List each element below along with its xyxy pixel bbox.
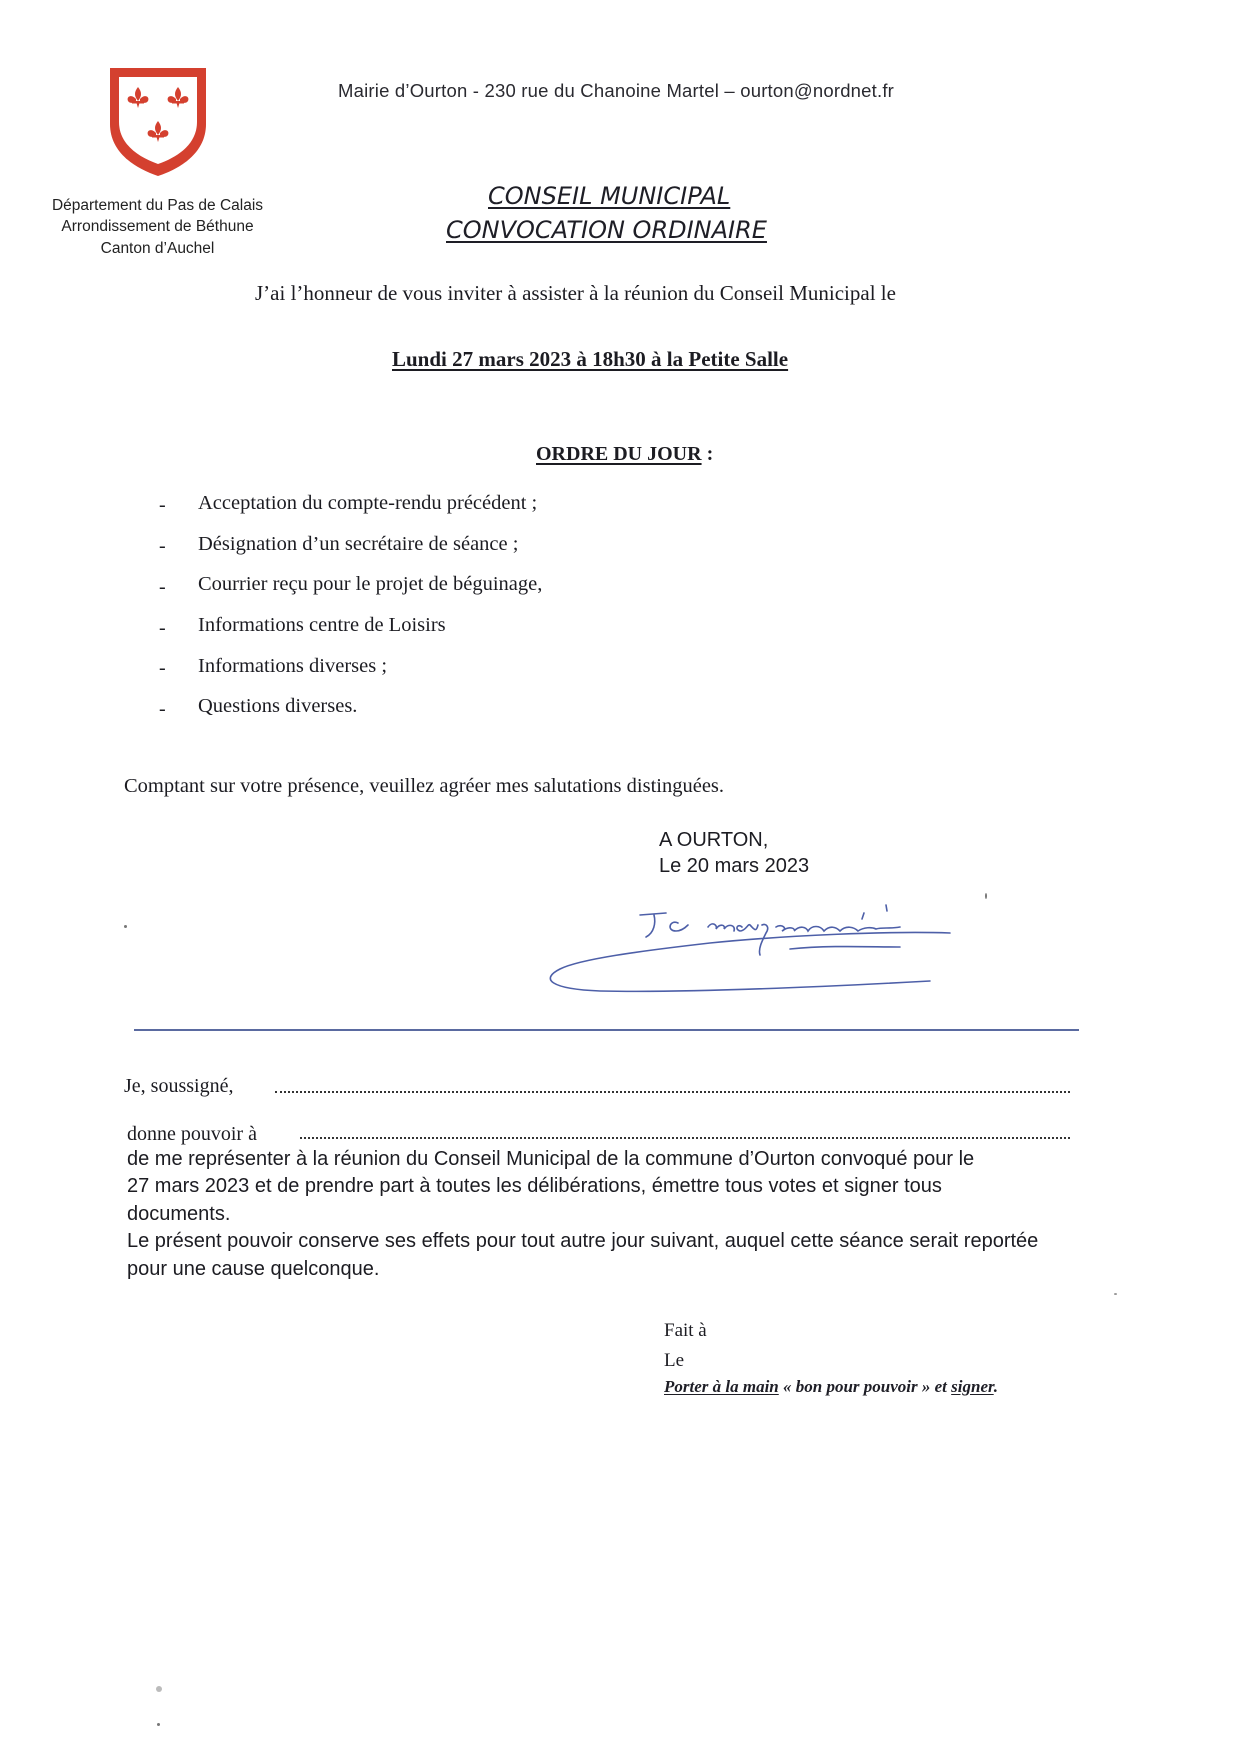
invitation-text: J’ai l’honneur de vous inviter à assister à la réunion du Conseil Municipal le bbox=[255, 281, 896, 305]
separator-line bbox=[134, 1029, 1079, 1031]
proxy-paragraph-line: de me représenter à la réunion du Conseil Municipal de la commune d’Ourton convoqué pour le bbox=[127, 1148, 975, 1170]
header-address: Mairie d’Ourton - 230 rue du Chanoine Martel – ourton@nordnet.fr bbox=[338, 80, 895, 101]
proxy-paragraph-line: 27 mars 2023 et de prendre part à toutes les délibérations, émettre tous votes et signer tous bbox=[127, 1175, 942, 1197]
instruction-part: « bon pour pouvoir » et bbox=[778, 1377, 952, 1396]
agenda-item: Courrier reçu pour le projet de béguinage, bbox=[198, 573, 543, 595]
proxy-recipient-field bbox=[300, 1123, 1070, 1139]
proxy-paragraph-line: pour une cause quelconque. bbox=[127, 1258, 380, 1280]
scan-speck bbox=[124, 925, 127, 928]
agenda-heading bbox=[536, 443, 713, 466]
closing-salutation: Comptant sur votre présence, veuillez agréer mes salutations distinguées. bbox=[124, 775, 725, 797]
meeting-date-location: Lundi 27 mars 2023 à 18h30 à la Petite Salle bbox=[392, 347, 789, 371]
instruction-part: signer bbox=[951, 1377, 994, 1396]
list-bullet: - bbox=[159, 657, 166, 679]
fleur-de-lis-shield-icon bbox=[106, 64, 210, 178]
agenda-item: Désignation d’un secrétaire de séance ; bbox=[198, 533, 519, 555]
arrondissement-line: Arrondissement de Béthune bbox=[61, 218, 254, 235]
agenda-item: Acceptation du compte-rendu précédent ; bbox=[198, 492, 538, 514]
proxy-paragraph-line: documents. bbox=[127, 1203, 231, 1225]
agenda-item: Informations diverses ; bbox=[198, 655, 388, 677]
undersigned-label: Je, soussigné, bbox=[124, 1075, 234, 1097]
instruction-part: . bbox=[993, 1377, 998, 1396]
handwritten-signature bbox=[490, 885, 1020, 1005]
scan-speck bbox=[156, 1686, 162, 1692]
done-at-label: Fait à bbox=[664, 1320, 707, 1341]
signing-instruction bbox=[664, 1377, 998, 1397]
list-bullet: - bbox=[159, 617, 166, 639]
date-label: Le bbox=[664, 1350, 685, 1371]
list-bullet: - bbox=[159, 698, 166, 720]
list-bullet: - bbox=[159, 494, 166, 516]
document-subtitle: CONVOCATION ORDINAIRE bbox=[446, 216, 767, 244]
scan-speck bbox=[1114, 1293, 1117, 1295]
list-bullet: - bbox=[159, 576, 166, 598]
agenda-heading-colon: : bbox=[701, 443, 714, 465]
instruction-part: Porter à la main bbox=[664, 1377, 779, 1396]
department-line: Département du Pas de Calais bbox=[51, 197, 264, 214]
scan-speck bbox=[157, 1723, 160, 1726]
agenda-heading-label: ORDRE DU JOUR bbox=[536, 443, 702, 465]
proxy-recipient-label: donne pouvoir à bbox=[127, 1123, 257, 1145]
list-bullet: - bbox=[159, 535, 166, 557]
proxy-paragraph-line: Le présent pouvoir conserve ses effets pour tout autre jour suivant, auquel cette séance serait reportée bbox=[127, 1230, 1039, 1252]
scan-speck bbox=[985, 893, 987, 899]
agenda-item: Informations centre de Loisirs bbox=[198, 614, 446, 636]
signing-date: Le 20 mars 2023 bbox=[659, 855, 810, 877]
signing-place: A OURTON, bbox=[659, 829, 769, 851]
document-title: CONSEIL MUNICIPAL bbox=[488, 182, 731, 210]
undersigned-name-field bbox=[275, 1075, 1070, 1093]
agenda-item: Questions diverses. bbox=[198, 695, 358, 717]
canton-line: Canton d’Auchel bbox=[100, 240, 215, 257]
